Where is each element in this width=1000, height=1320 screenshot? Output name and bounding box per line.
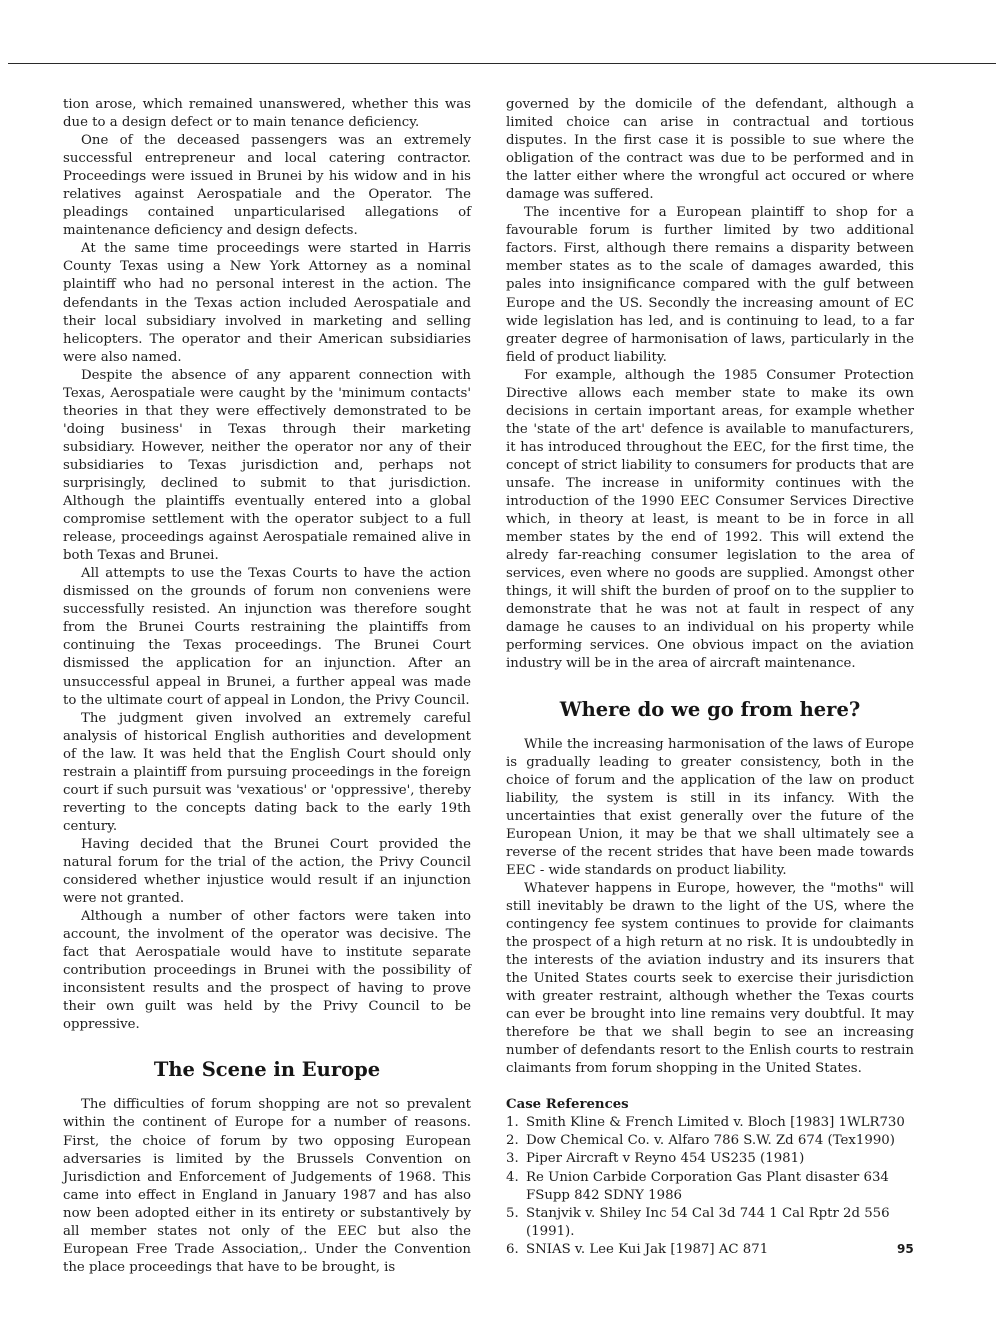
list-item [506,1241,914,1259]
list-text: Stanjvik v. Shiley Inc 54 Cal 3d 744 1 Cal Rptr 2d 556 (1991). [526,1205,890,1239]
list-number: 2. [506,1133,519,1149]
list-text: Dow Chemical Co. v. Alfaro 786 S.W. Zd 674 (Tex1990) [526,1133,895,1149]
paragraph: All attempts to use the Texas Courts to have the action dismissed on the grounds of forum non conveniens were successfully resisted. An injunction was therefore sought from the Brunei Courts restraining the plaintiffs from continuing the Texas proceedings. The Brunei Court dismissed the application for an injunction. After an unsuccessful appeal in Brunei, a further appeal was made to the ultimate court of appeal in London, the Privy Council. [63,566,471,708]
list-item [506,1132,914,1150]
list-item [506,1205,914,1241]
paragraph: One of the deceased passengers was an extremely successful entrepreneur and local catering contractor. Proceedings were issued in Brunei by his widow and in his relatives against Aerospatiale and the Operator. The pleadings contained unparticularised allegations of maintenance deficiency and design defects. [63,133,471,239]
list-text: Piper Aircraft v Reyno 454 US235 (1981) [526,1151,805,1167]
paragraph: governed by the domicile of the defendant, although a limited choice can arise in contractual and tortious disputes. In the first case it is possible to sue where the obligation of the contract was due to be performed and in the latter either where the wrongful act occured or where damage was suffered. [506,97,914,203]
list-item [506,1169,914,1205]
case-references-title: Case References [506,1097,629,1113]
list-text: SNIAS v. Lee Kui Jak [1987] AC 871 [526,1241,769,1257]
paragraph: tion arose, which remained unanswered, whether this was due to a design defect or to main tenance deficiency. [63,97,471,131]
section-heading: The Scene in Europe [153,1058,381,1082]
list-text: Smith Kline & French Limited v. Bloch [1983] 1WLR730 [526,1115,905,1131]
paragraph: Despite the absence of any apparent connection with Texas, Aerospatiale were caught by the 'minimum contacts' theories in that they were effectively demonstrated to be 'doing business' in Texas through their marketing subsidiary. However, neither the operator nor any of their subsidiaries to Texas jurisdiction and, perhaps not surprisingly, declined to submit to that jurisdiction. Although the plaintiffs eventually entered into a global compromise settlement with the operator subject to a full release, proceedings against Aerospatiale remained alive in both Texas and Brunei. [63,367,471,564]
paragraph: At the same time proceedings were started in Harris County Texas using a New York Attorney as a nominal plaintiff who had no personal interest in the action. The defendants in the Texas action included Aerospatiale and their local subsidiary involved in marketing and selling helicopters. The operator and their American subsidiaries were also named. [63,241,471,365]
paragraph: Although a number of other factors were taken into account, the involment of the operator was decisive. The fact that Aerospatiale would have to institute separate contribution proceedings in Brunei with the possibility of inconsistent results and the prospect of having to prove their own guilt was held by the Privy Council to be oppressive. [63,909,471,1033]
list-item [506,1150,914,1168]
paragraph: Having decided that the Brunei Court provided the natural forum for the trial of the action, the Privy Council considered whether injustice would result if an injunction were not granted. [63,836,471,907]
section-heading: Where do we go from here? [559,697,861,721]
right-column [506,96,914,1259]
list-number: 1. [506,1115,519,1131]
case-references-list [506,1114,914,1258]
list-number: 3. [506,1151,519,1167]
list-number: 6. [506,1241,519,1257]
header-rule [8,63,996,64]
list-text: Re Union Carbide Corporation Gas Plant disaster 634 FSupp 842 SDNY 1986 [526,1169,889,1203]
paragraph: The difficulties of forum shopping are not so prevalent within the continent of Europe for a number of reasons. First, the choice of forum by two opposing European adversaries is limited by the Brussels Convention on Jurisdiction and Enforcement of Judgements of 1968. This came into effect in England in January 1987 and has also now been adopted either in its entirety or substantively by all member states not only of the EEC but also the European Free Trade Association,. Under the Convention the place proceedings that have to be brought, is [63,1097,471,1275]
left-column [63,96,471,1277]
list-number: 4. [506,1169,519,1185]
paragraph: Whatever happens in Europe, however, the "moths" will still inevitably be drawn to the light of the US, where the contingency fee system continues to provide for claimants the prospect of a high return at no risk. It is undoubtedly in the interests of the aviation industry and its insurers that the United States courts seek to exercise their jurisdiction with greater restraint, although whether the Texas courts can ever be brought into line remains very doubtful. It may therefore be that we shall begin to see an increasing number of defendants resort to the Enlish courts to restrain claimants from forum shopping in the United States. [506,880,914,1077]
paragraph: For example, although the 1985 Consumer Protection Directive allows each member state to make its own decisions in certain important areas, for example whether the 'state of the art' defence is available to manufacturers, it has introduced throughout the EEC, for the first time, the concept of strict liability to consumers for products that are unsafe. The increase in uniformity continues with the introduction of the 1990 EEC Consumer Services Directive which, in theory at least, is meant to be in force in all member states by the end of 1992. This will extend the alredy far-reaching consumer legislation to the area of services, even where no goods are supplied. Amongst other things, it will shift the burden of proof on to the supplier to demonstrate that he was not at fault in respect of any damage he causes to an individual on his property while performing services. One obvious impact on the aviation industry will be in the area of aircraft maintenance. [506,367,914,672]
paragraph: The incentive for a European plaintiff to shop for a favourable forum is further limited by two additional factors. First, although there remains a disparity between member states as to the scale of damages awarded, this pales into insignificance compared with the gulf between Europe and the US. Secondly the increasing amount of EC wide legislation has led, and is continuing to lead, to a far greater degree of harmonisation of laws, particularly in the field of product liability. [506,205,914,365]
list-item [506,1114,914,1132]
page-number: 95 [897,1242,914,1256]
paragraph: While the increasing harmonisation of the laws of Europe is gradually leading to greater consistency, both in the choice of forum and the application of the law on product liability, the system is still in its infancy. With the uncertainties that exist generally over the future of the European Union, it may be that we shall ultimately see a reverse of the recent strides that have been made towards EEC - wide standards on product liability. [506,736,914,878]
paragraph: The judgment given involved an extremely careful analysis of historical English authorities and development of the law. It was held that the English Court should only restrain a plaintiff from pursuing proceedings in the foreign court if such pursuit was 'vexatious' or 'oppressive', thereby reverting to the concepts dating back to the early 19th century. [63,710,471,834]
list-number: 5. [506,1205,519,1221]
